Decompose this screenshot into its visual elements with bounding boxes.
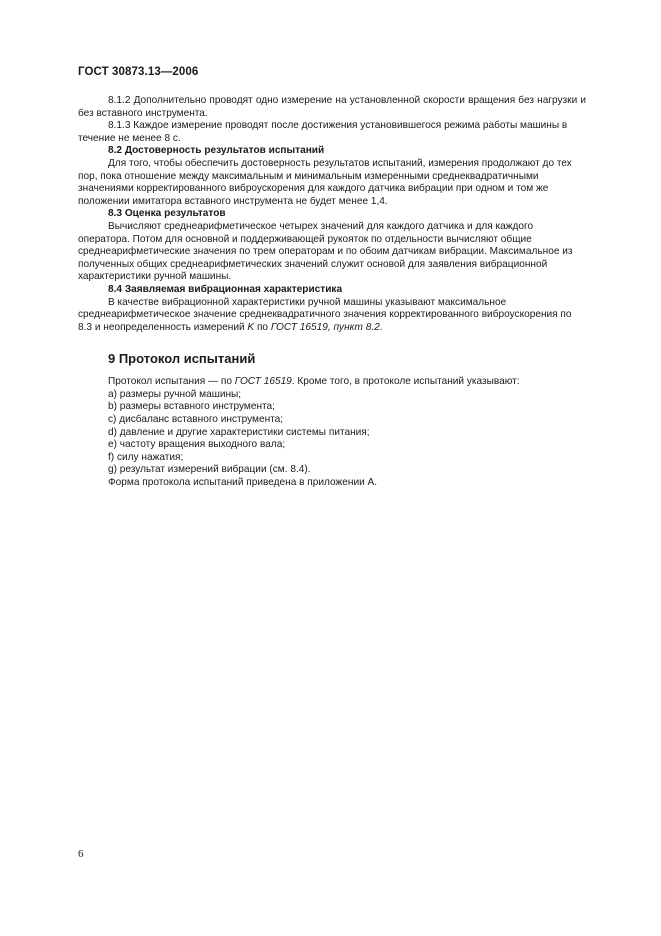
list-item: d) давление и другие характеристики системы питания;	[108, 426, 370, 438]
paragraph-8-4-po: по	[254, 321, 271, 333]
heading-8-2: 8.2 Достоверность результатов испытаний	[108, 145, 325, 157]
list-item: f) силу нажатия;	[108, 451, 184, 463]
paragraph-8-3: Вычисляют среднеарифметическое четырех значений для каждого датчика и для каждого оператора. Потом для основной и поддерживающей рукояток по отдельности вычисляют общие среднеарифметические значения по трем операторам и по обоим датчикам вибрации. Максимальное из полученных общих среднеарифметических значений служит основой для заявления вибрационной характеристики ручной машины.	[78, 220, 573, 283]
section-9-intro-text: Протокол испытания — по	[108, 376, 235, 388]
section-9-title: 9 Протокол испытаний	[108, 351, 256, 367]
paragraph-8-4-text: В качестве вибрационной характеристики ручной машины указывают максимальное среднеарифметическое значение среднеквадратичного значения корректированного виброускорения по 8.3 и неопределенность измерений	[78, 296, 572, 333]
heading-8-4: 8.4 Заявляемая вибрационная характеристика	[108, 283, 343, 295]
heading-8-3: 8.3 Оценка результатов	[108, 208, 226, 220]
paragraph-8-1-3: 8.1.3 Каждое измерение проводят после достижения установившегося режима работы машины в течение не менее 8 с.	[78, 120, 568, 144]
paragraph-8-2: Для того, чтобы обеспечить достоверность результатов испытаний, измерения продолжают до тех пор, пока отношение между максимальным и минимальным измеренными среднеквадратичными значениями корректированного виброускорения для каждого датчика вибрации при одном и том же положении имитатора вставного инструмента не будет менее 1,4.	[78, 157, 572, 207]
paragraph-8-4-end: .	[379, 321, 383, 333]
list-item: g) результат измерений вибрации (см. 8.4).	[108, 464, 311, 476]
section-9-intro-rest: . Кроме того, в протоколе испытаний указывают:	[291, 376, 520, 388]
symbol-k: K	[247, 321, 255, 333]
list-item: a) размеры ручной машины;	[108, 388, 242, 400]
gost-reference-link[interactable]: ГОСТ 16519, пункт 8.2	[270, 321, 380, 333]
list-item: e) частоту вращения выходного вала;	[108, 439, 286, 451]
page-body	[78, 95, 586, 490]
gost-16519-link[interactable]: ГОСТ 16519	[234, 376, 292, 388]
list-item: b) размеры вставного инструмента;	[108, 401, 275, 413]
paragraph-8-1-2: 8.1.2 Дополнительно проводят одно измерение на установленной скорости вращения без нагрузки и без вставного инструмента.	[78, 95, 586, 119]
section-9-closing: Форма протокола испытаний приведена в приложении А.	[108, 477, 378, 489]
list-item: c) дисбаланс вставного инструмента;	[108, 414, 284, 426]
page-number: 6	[78, 848, 84, 860]
document-header: ГОСТ 30873.13—2006	[78, 66, 199, 78]
section-9-intro	[78, 376, 586, 389]
paragraph-8-4	[78, 297, 586, 335]
